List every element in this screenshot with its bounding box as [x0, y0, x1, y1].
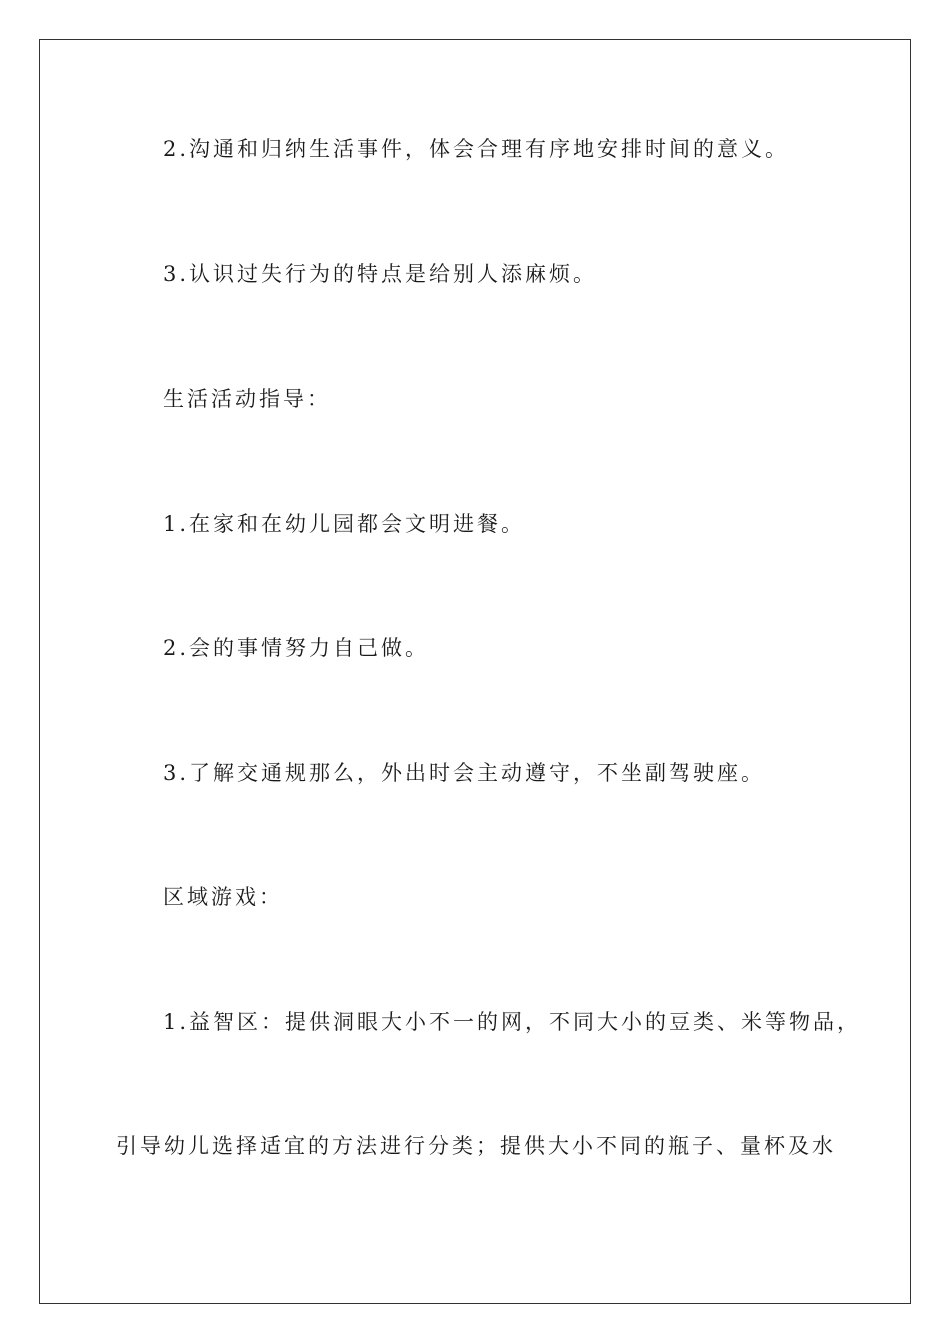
text-line-area-1-continued: 引导幼儿选择适宜的方法进行分类；提供大小不同的瓶子、量杯及水: [116, 1134, 836, 1158]
section-heading-area-games: 区域游戏：: [163, 885, 283, 909]
text-line-goal-2: 2.沟通和归纳生活事件，体会合理有序地安排时间的意义。: [163, 137, 790, 161]
page-border: [39, 39, 911, 1304]
text-line-life-2: 2.会的事情努力自己做。: [163, 636, 430, 660]
text-line-area-1: 1.益智区：提供洞眼大小不一的网，不同大小的豆类、米等物品，: [163, 1010, 862, 1034]
text-line-life-1: 1.在家和在幼儿园都会文明进餐。: [163, 512, 526, 536]
section-heading-life-activity: 生活活动指导：: [163, 387, 331, 411]
text-line-life-3: 3.了解交通规那么，外出时会主动遵守，不坐副驾驶座。: [163, 761, 766, 785]
text-line-goal-3: 3.认识过失行为的特点是给别人添麻烦。: [163, 262, 598, 286]
